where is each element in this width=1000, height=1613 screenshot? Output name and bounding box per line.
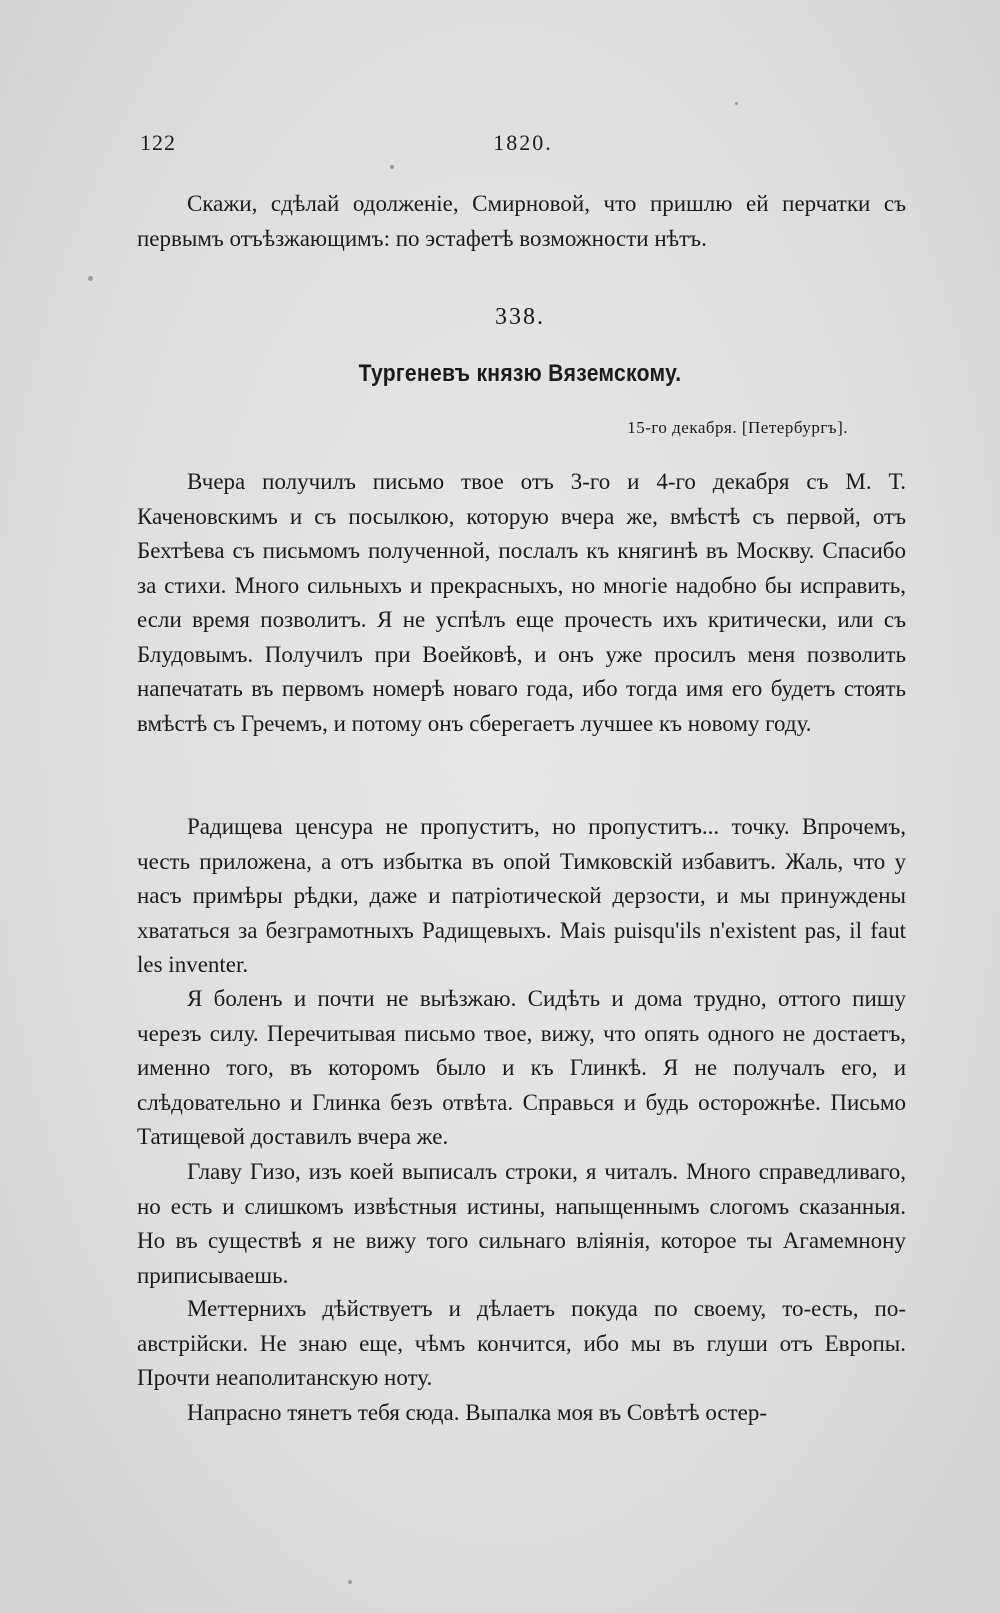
letter-date: 15-го декабря. [Петербургъ]. [627, 418, 848, 437]
letter-paragraph: Я боленъ и почти не выѣзжаю. Сидѣть и дома трудно, оттого пишу черезъ силу. Перечитывая письмо твое, вижу, что опять одного не достаетъ, именно того, въ которомъ было и къ Глинкѣ. Я не получалъ его, и слѣдовательно и Глинка безъ отвѣта. Справься и будь осторожнѣе. Письмо Татищевой доставилъ вчера же. [137, 986, 906, 1149]
paper-speck [390, 165, 394, 169]
paper-speck [88, 276, 93, 281]
letter-paragraph: Вчера получилъ письмо твое отъ 3-го и 4-го декабря съ М. Т. Каченовскимъ и съ посылкою, которую вчера же, вмѣстѣ съ первой, отъ Бехтѣева съ письмомъ полученной, послалъ къ княгинѣ въ Москву. Спасибо за стихи. Много сильныхъ и прекрасныхъ, но многіе надобно бы исправить, если время позволитъ. Я не успѣлъ еще прочесть ихъ критически, или съ Блудовымъ. Получилъ при Воейковѣ, и онъ уже просилъ меня позволить напечатать въ первомъ номерѣ новаго года, ибо тогда имя его будетъ стоять вмѣстѣ съ Гречемъ, и потому онъ сберегаетъ лучшее къ новому году. [137, 469, 906, 736]
letter-paragraph: Главу Гизо, изъ коей выписалъ строки, я читалъ. Много справедливаго, но есть и слишкомъ извѣстныя истины, напыщеннымъ слогомъ сказанныя. Но въ существѣ я не вижу того сильнаго вліянія, которое ты Агамемнону приписываешь. [137, 1159, 906, 1288]
letter-title: Тургеневъ князю Вяземскому. [358, 360, 682, 387]
letter-paragraph: Напрасно тянетъ тебя сюда. Выпалка моя въ Совѣтѣ остер- [187, 1400, 768, 1425]
letter-paragraph: Меттернихъ дѣйствуетъ и дѣлаетъ покуда по своему, то-есть, по-австрійски. Не знаю еще, чѣмъ кончится, ибо мы въ глуши отъ Европы. Прочти неаполитанскую ноту. [137, 1296, 906, 1390]
letter-number: 338. [495, 304, 545, 330]
page-number: 122 [140, 130, 176, 155]
running-head-year: 1820. [493, 130, 553, 155]
intro-paragraph: Скажи, сдѣлай одолженіе, Смирновой, что пришлю ей перчатки съ первымъ отъѣзжающимъ: по эстафетѣ возможности нѣтъ. [137, 191, 906, 251]
paper-speck [348, 1580, 352, 1584]
letter-paragraph: Радищева ценсура не пропуститъ, но пропуститъ... точку. Впрочемъ, честь приложена, а отъ избытка въ опой Тимковскій избавитъ. Жаль, что у насъ примѣры рѣдки, даже и патріотической дерзости, и мы принуждены хвататься за безграмотныхъ Радищевыхъ. Mais puisqu'ils n'existent pas, il faut les inventer. [137, 814, 906, 977]
paper-speck [735, 102, 738, 105]
page-header [140, 130, 906, 162]
